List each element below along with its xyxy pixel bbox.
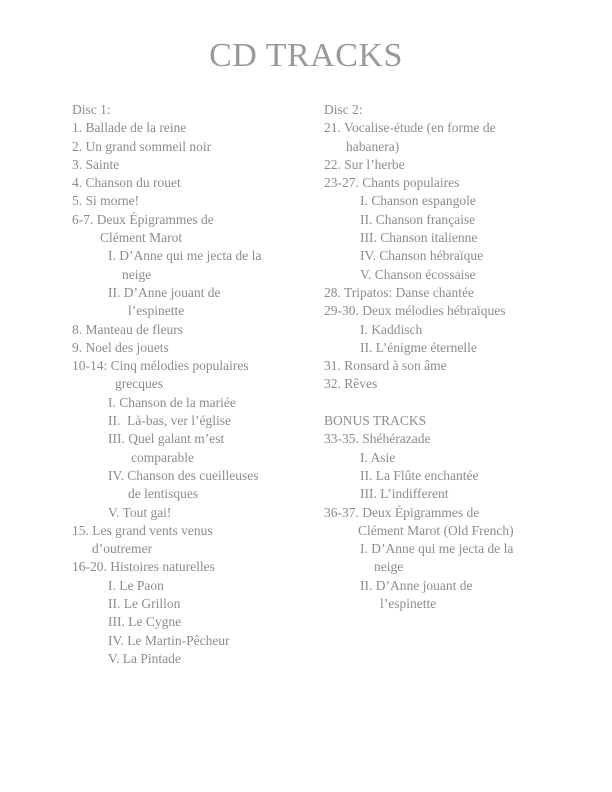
track-line: 33-35. Shéhérazade <box>324 431 431 447</box>
sub-track-line: II. L’énigme éternelle <box>360 339 477 355</box>
track-line-continued: grecques <box>115 376 163 392</box>
sub-track-line: II. Chanson française <box>360 211 476 227</box>
sub-track-line-continued: neige <box>374 559 404 575</box>
sub-track-line: III. Chanson italienne <box>360 230 478 246</box>
section-spacer <box>324 394 554 412</box>
sub-track-line: II. Le Grillon <box>108 596 181 612</box>
disc-1-column <box>72 101 297 668</box>
sub-track-line: I. D’Anne qui me jecta de la <box>360 541 514 557</box>
track-line: 31. Ronsard à son âme <box>324 358 447 374</box>
track-line: 29-30. Deux mélodies hébraïques <box>324 303 506 319</box>
track-line: 22. Sur l’herbe <box>324 156 405 172</box>
sub-track-line: V. Chanson écossaise <box>360 266 476 282</box>
sub-track-line: III. Quel galant m’est <box>108 431 225 447</box>
sub-track-line: I. Chanson espangole <box>360 193 476 209</box>
track-line: 10-14: Cinq mélodies populaires <box>72 358 249 374</box>
sub-track-line-continued: neige <box>122 266 152 282</box>
track-line: 3. Sainte <box>72 156 120 172</box>
track-line: 28. Tripatos: Danse chantée <box>324 284 474 300</box>
sub-track-line: III. L’indifferent <box>360 486 449 502</box>
track-line-continued: habanera) <box>346 138 400 154</box>
page-title: CD TRACKS <box>209 37 403 74</box>
sub-track-line-continued: de lentisques <box>128 486 199 502</box>
sub-track-line: III. Le Cygne <box>108 614 182 630</box>
sub-track-line: I. Chanson de la mariée <box>108 394 236 410</box>
sub-track-line-continued: l’espinette <box>128 303 185 319</box>
track-line-continued: d’outremer <box>92 541 152 557</box>
sub-track-line: II. D’Anne jouant de <box>108 284 221 300</box>
track-line: 23-27. Chants populaires <box>324 175 460 191</box>
sub-track-line: IV. Le Martin-Pêcheur <box>108 632 230 648</box>
track-line: 36-37. Deux Épigrammes de <box>324 504 480 520</box>
track-line-continued: Clément Marot <box>100 230 183 246</box>
track-line: 2. Un grand sommeil noir <box>72 138 212 154</box>
sub-track-line: IV. Chanson hébraïque <box>360 248 484 264</box>
track-line: 5. Si morne! <box>72 193 140 209</box>
sub-track-line: II. D’Anne jouant de <box>360 577 473 593</box>
sub-track-line: V. La Pintade <box>108 650 181 666</box>
track-line: 4. Chanson du rouet <box>72 175 181 191</box>
track-line: 15. Les grand vents venus <box>72 522 213 538</box>
track-line: 6-7. Deux Épigrammes de <box>72 211 214 227</box>
track-line: 32. Rêves <box>324 376 378 392</box>
sub-track-line: V. Tout gai! <box>108 504 172 520</box>
sub-track-line-continued: l’espinette <box>380 596 437 612</box>
sub-track-line: I. Kaddisch <box>360 321 423 337</box>
disc-2-heading: Disc 2: <box>324 102 363 117</box>
sub-track-line: I. Le Paon <box>108 577 164 593</box>
sub-track-line: II. La Flûte enchantée <box>360 467 479 483</box>
sub-track-line: II. Là-bas, ver l’église <box>108 413 231 429</box>
track-line-continued: Clément Marot (Old French) <box>358 522 514 538</box>
track-line: 9. Noel des jouets <box>72 339 169 355</box>
sub-track-line: I. Asie <box>360 449 396 465</box>
track-line: 16-20. Histoires naturelles <box>72 559 215 575</box>
disc-2-column <box>324 101 554 613</box>
bonus-tracks-heading: BONUS TRACKS <box>324 413 427 429</box>
sub-track-line: I. D’Anne qui me jecta de la <box>108 248 262 264</box>
sub-track-line: IV. Chanson des cueilleuses <box>108 467 259 483</box>
track-line: 8. Manteau de fleurs <box>72 321 183 337</box>
sub-track-line-continued: comparable <box>131 449 194 465</box>
track-line: 1. Ballade de la reine <box>72 120 187 136</box>
track-line: 21. Vocalise-étude (en forme de <box>324 120 496 136</box>
disc-1-heading: Disc 1: <box>72 102 111 117</box>
